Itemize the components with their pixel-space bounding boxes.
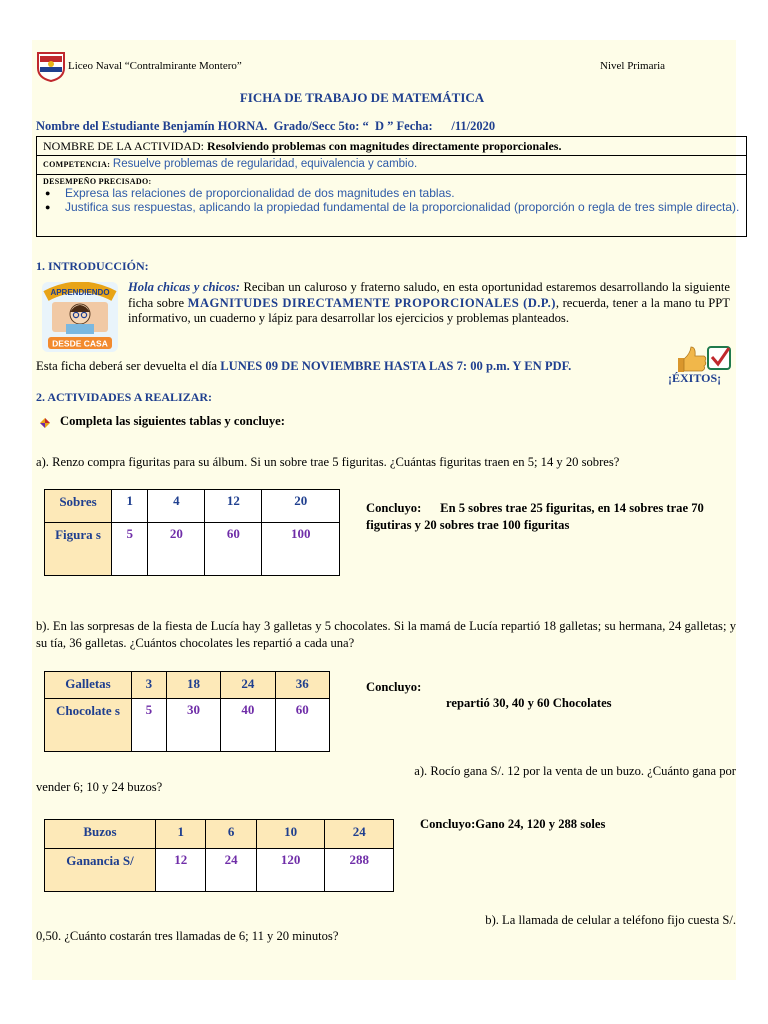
table-cell: 100 [262,523,340,576]
diamond-bullet-icon [40,418,50,428]
problem-b-question: b). En las sorpresas de la fiesta de Lucía hay 3 galletas y 5 chocolates. Si la mamá de Lucía repartió 18 galletas; su hermana, 24 galletas; y su tía, 36 galletas. ¿Cuántos chocolates les repartió a cada una? [36,619,736,650]
table-header-cell: Ganancia S/ [45,849,156,892]
due-date-line [36,359,571,374]
table-header-cell: Figura s [45,523,112,576]
thumbs-up-checkbox-icon [674,344,732,374]
table-cell: 20 [262,490,340,523]
table-cell: 36 [275,672,329,699]
intro-text-a: Reciban un caluroso y fraterno saludo, en esta oportunidad estaremos desarrollando la siguiente ficha sobre [128,280,730,310]
school-level: Nivel Primaria [600,60,666,72]
exitos-text: ¡ÉXITOS¡ [668,371,722,385]
learning-at-home-badge [42,282,118,352]
table-cell: 3 [132,672,167,699]
table-header-cell: Sobres [45,490,112,523]
problem-c-question-line2: vender 6; 10 y 24 buzos? [36,780,163,794]
activity-label: NOMBRE DE LA ACTIVIDAD: [43,139,204,153]
worksheet-page [32,40,740,980]
problem-b-conclusion: repartió 30, 40 y 60 Chocolates [446,696,612,710]
table-cell: 1 [156,820,206,849]
table-cell: 1 [112,490,148,523]
intro-text-b: , recuerda, tener a la mano tu PPT informativo, un cuaderno y lápiz para desarrollar los ejercicios y problemas planteados. [128,295,730,325]
competencia-label: COMPETENCIA: [43,160,111,169]
table-row [45,523,340,576]
table-cell: 120 [256,849,325,892]
problem-d-question-line1: b). La llamada de celular a teléfono fijo cuesta S/. [485,913,736,927]
student-line: Nombre del Estudiante Benjamín HORNA. Grado/Secc 5to: “ D ” Fecha: /11/2020 [36,119,496,133]
table-cell: 24 [221,672,275,699]
activity-name: Resolviendo problemas con magnitudes directamente proporcionales. [207,139,562,153]
table-cell: 12 [156,849,206,892]
problem-b-conclusion-label: Concluyo: [366,680,422,694]
activities-heading: 2. ACTIVIDADES A REALIZAR: [36,390,213,404]
table-header-cell: Buzos [45,820,156,849]
table-cell: 10 [256,820,325,849]
intro-greeting: Hola chicas y chicos: [128,280,240,294]
intro-paragraph [128,280,730,327]
table-row [45,490,340,523]
table-cell: 24 [206,849,256,892]
problem-b-table [44,671,330,752]
conclusion-text: Gano 24, 120 y 288 soles [475,817,606,831]
task-instruction: Completa las siguientes tablas y concluye: [60,414,285,428]
problem-c-table [44,819,394,892]
table-cell: 30 [166,699,220,752]
table-cell: 5 [132,699,167,752]
conclusion-label: Concluyo: [366,501,422,515]
activity-name-box [36,136,747,156]
competencia-box [36,156,747,175]
competencia-text: Resuelve problemas de regularidad, equivalencia y cambio. [112,158,418,170]
table-cell: 288 [325,849,394,892]
desempeno-item: ● Justifica sus respuestas, aplicando la propiedad fundamental de la proporcionalidad (proporción o regla de tres simple directa). [43,200,740,214]
table-cell: 18 [166,672,220,699]
table-cell: 5 [112,523,148,576]
due-deadline: LUNES 09 DE NOVIEMBRE HASTA LAS 7: 00 p.m. Y EN PDF. [220,359,572,373]
intro-heading: 1. INTRODUCCIÓN: [36,259,149,273]
conclusion-text: En 5 sobres trae 25 figuritas, en 14 sobres trae 70 figutiras y 20 sobres trae 100 figuritas [366,501,704,532]
desempeno-label: DESEMPEÑO PRECISADO: [43,177,152,186]
intro-topic: MAGNITUDES DIRECTAMENTE PROPORCIONALES (D.P.) [187,295,556,310]
table-cell: 24 [325,820,394,849]
school-name: Liceo Naval “Contralmirante Montero” [68,60,242,72]
badge-top-text: APRENDIENDO [50,288,110,297]
school-crest-icon [36,50,66,82]
desempeno-item: ● Expresa las relaciones de proporcionalidad de dos magnitudes en tablas. [43,186,740,200]
page-title: FICHA DE TRABAJO DE MATEMÁTICA [239,90,485,105]
table-cell: 12 [205,490,262,523]
problem-c-question-line1: a). Rocío gana S/. 12 por la venta de un buzo. ¿Cuánto gana por [414,764,736,778]
table-row [45,672,330,699]
table-row [45,699,330,752]
table-row [45,820,394,849]
table-cell: 4 [148,490,205,523]
table-cell: 20 [148,523,205,576]
due-text: Esta ficha deberá ser devuelta el día [36,359,221,373]
table-cell: 60 [275,699,329,752]
table-cell: 6 [206,820,256,849]
desempeno-box [36,175,747,237]
problem-a-table [44,489,340,576]
table-cell: 40 [221,699,275,752]
table-header-cell: Chocolate s [45,699,132,752]
problem-d-question-line2: 0,50. ¿Cuánto costarán tres llamadas de 6; 11 y 20 minutos? [36,929,339,943]
problem-a-question: a). Renzo compra figuritas para su álbum. Si un sobre trae 5 figuritas. ¿Cuántas figuritas traen en 5; 14 y 20 sobres? [36,455,620,469]
problem-c-conclusion [420,816,605,833]
badge-bottom-text: DESDE CASA [52,338,108,349]
table-row [45,849,394,892]
table-header-cell: Galletas [45,672,132,699]
table-cell: 60 [205,523,262,576]
problem-a-conclusion [366,500,738,534]
conclusion-label: Concluyo: [420,817,476,831]
